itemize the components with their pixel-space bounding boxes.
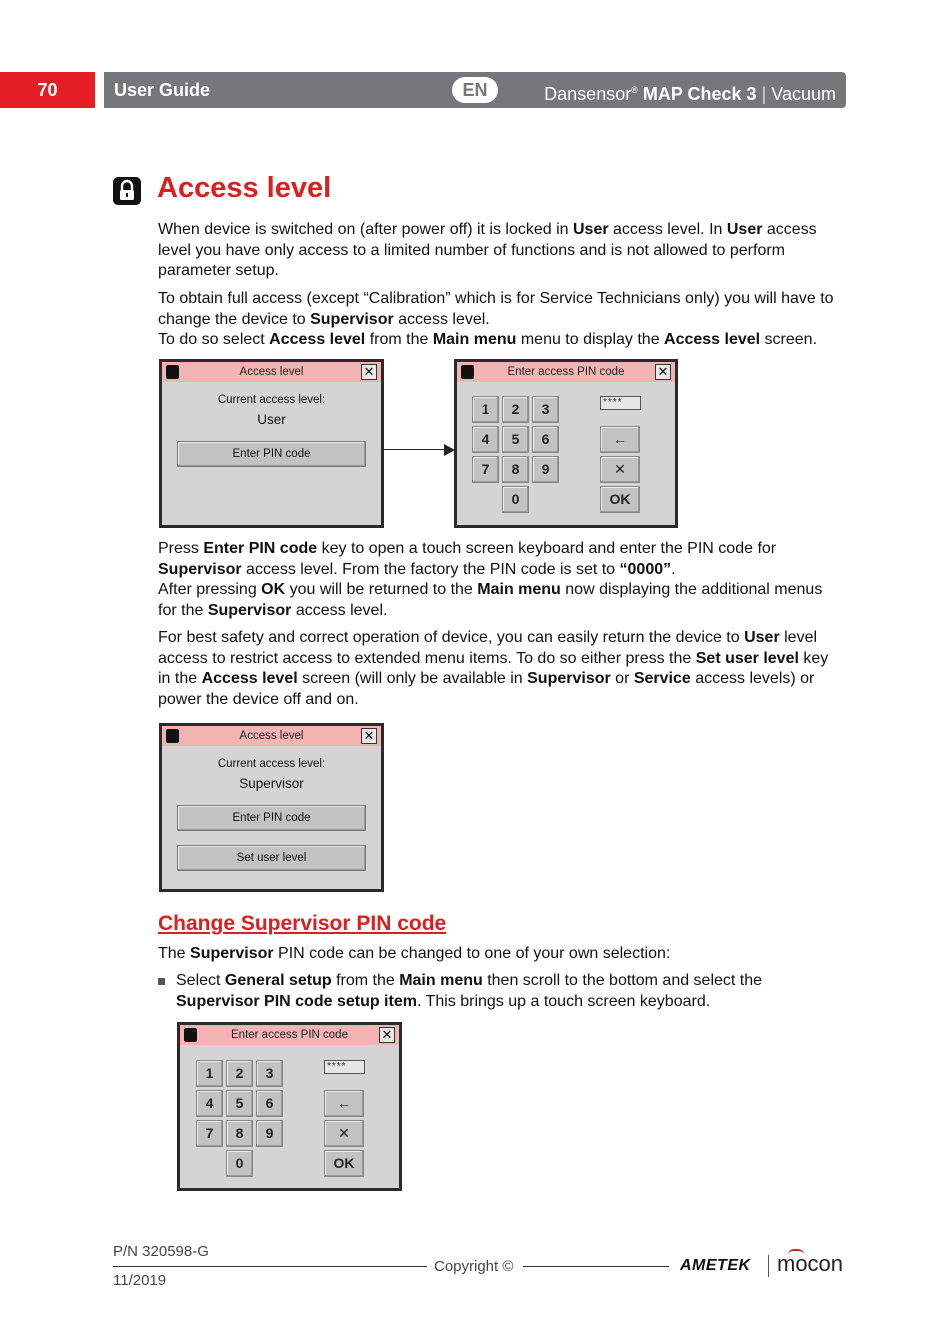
paragraph-press-enter-pin: Press Enter PIN code key to open a touch screen keyboard and enter the PIN code for Supervisor access level. From the factory the PIN code is set to “0000”. xyxy=(158,540,777,578)
clear-button[interactable]: ✕ xyxy=(324,1120,364,1147)
key-3[interactable]: 3 xyxy=(532,396,559,423)
bullet-item: Select General setup from the Main menu then scroll to the bottom and select the Supervisor PIN code setup item. This brings up a touch screen keyboard. xyxy=(176,972,763,1010)
language-badge: EN xyxy=(452,77,498,103)
key-7[interactable]: 7 xyxy=(196,1120,223,1147)
key-2[interactable]: 2 xyxy=(226,1060,253,1087)
screen-title: Enter access PIN code xyxy=(507,366,625,378)
paragraph-select-access: To do so select Access level from the Main menu menu to display the Access level screen. xyxy=(158,331,818,348)
pin-keypad-screen-2 xyxy=(177,1022,402,1191)
key-0[interactable]: 0 xyxy=(502,486,529,513)
access-level-screen-user xyxy=(159,359,384,528)
paragraph-best-safety: For best safety and correct operation of device, you can easily return the device to User level access to restrict access to extended menu items. To do so either press the Set user level key in the Access level screen (will only be available in Supervisor or Service access levels) or power the device off and on. xyxy=(158,629,829,708)
current-access-label: Current access level: xyxy=(217,758,326,770)
page-number: 70 xyxy=(0,72,95,108)
clear-button[interactable]: ✕ xyxy=(600,456,640,483)
paragraph-pin-change: The Supervisor PIN code can be changed to one of your own selection: xyxy=(158,945,671,962)
key-0[interactable]: 0 xyxy=(226,1150,253,1177)
key-4[interactable]: 4 xyxy=(196,1090,223,1117)
pin-input[interactable]: **** xyxy=(324,1060,365,1074)
screen-title: Enter access PIN code xyxy=(231,1029,348,1041)
lock-icon xyxy=(113,177,141,205)
backspace-button[interactable]: ← xyxy=(600,426,640,453)
key-8[interactable]: 8 xyxy=(502,456,529,483)
close-icon[interactable]: ✕ xyxy=(361,364,377,380)
enter-pin-button[interactable]: Enter PIN code xyxy=(177,441,366,467)
key-5[interactable]: 5 xyxy=(226,1090,253,1117)
part-number: P/N 320598-G xyxy=(113,1243,209,1260)
close-icon[interactable]: ✕ xyxy=(379,1027,395,1043)
paragraph-full-access: To obtain full access (except “Calibration” which is for Service Technicians only) you will have to change the device to Supervisor access level. xyxy=(158,290,834,328)
key-2[interactable]: 2 xyxy=(502,396,529,423)
section-title: Access level xyxy=(157,172,332,204)
key-6[interactable]: 6 xyxy=(532,426,559,453)
arrow-line xyxy=(383,449,446,450)
key-9[interactable]: 9 xyxy=(256,1120,283,1147)
current-access-value: User xyxy=(257,412,286,427)
current-access-value: Supervisor xyxy=(239,776,304,791)
subsection-title: Change Supervisor PIN code xyxy=(158,912,447,935)
key-5[interactable]: 5 xyxy=(502,426,529,453)
key-1[interactable]: 1 xyxy=(472,396,499,423)
bullet-icon xyxy=(158,978,165,985)
key-8[interactable]: 8 xyxy=(226,1120,253,1147)
key-1[interactable]: 1 xyxy=(196,1060,223,1087)
key-3[interactable]: 3 xyxy=(256,1060,283,1087)
pin-input[interactable]: **** xyxy=(600,396,641,410)
enter-pin-button[interactable]: Enter PIN code xyxy=(177,805,366,831)
mocon-logo: mocon xyxy=(777,1251,844,1276)
paragraph-intro: When device is switched on (after power off) it is locked in User access level. In User access level you have only access to a limited number of functions and is not allowed to perform parameter setup. xyxy=(158,221,817,280)
product-name: Dansensor® MAP Check 3 | Vacuum xyxy=(544,84,836,104)
footer-divider xyxy=(113,1266,427,1267)
guide-label: User Guide xyxy=(114,80,211,100)
screen-title: Access level xyxy=(239,366,304,378)
close-icon[interactable]: ✕ xyxy=(361,728,377,744)
close-icon[interactable]: ✕ xyxy=(655,364,671,380)
backspace-button[interactable]: ← xyxy=(324,1090,364,1117)
key-9[interactable]: 9 xyxy=(532,456,559,483)
key-7[interactable]: 7 xyxy=(472,456,499,483)
ok-button[interactable]: OK xyxy=(600,486,640,513)
ametek-logo: AMETEK xyxy=(680,1257,751,1274)
screen-title: Access level xyxy=(239,730,304,742)
logo-separator xyxy=(768,1255,769,1277)
set-user-level-button[interactable]: Set user level xyxy=(177,845,366,871)
publication-date: 11/2019 xyxy=(113,1272,167,1289)
copyright: Copyright © xyxy=(434,1258,514,1275)
footer-divider xyxy=(523,1266,669,1267)
key-6[interactable]: 6 xyxy=(256,1090,283,1117)
paragraph-after-ok: After pressing OK you will be returned to the Main menu now displaying the additional menus for the Supervisor access level. xyxy=(158,581,823,619)
current-access-label: Current access level: xyxy=(217,394,326,406)
ok-button[interactable]: OK xyxy=(324,1150,364,1177)
access-level-screen-supervisor xyxy=(159,723,384,892)
pin-keypad-screen xyxy=(454,359,678,528)
header-bar xyxy=(104,72,846,108)
key-4[interactable]: 4 xyxy=(472,426,499,453)
